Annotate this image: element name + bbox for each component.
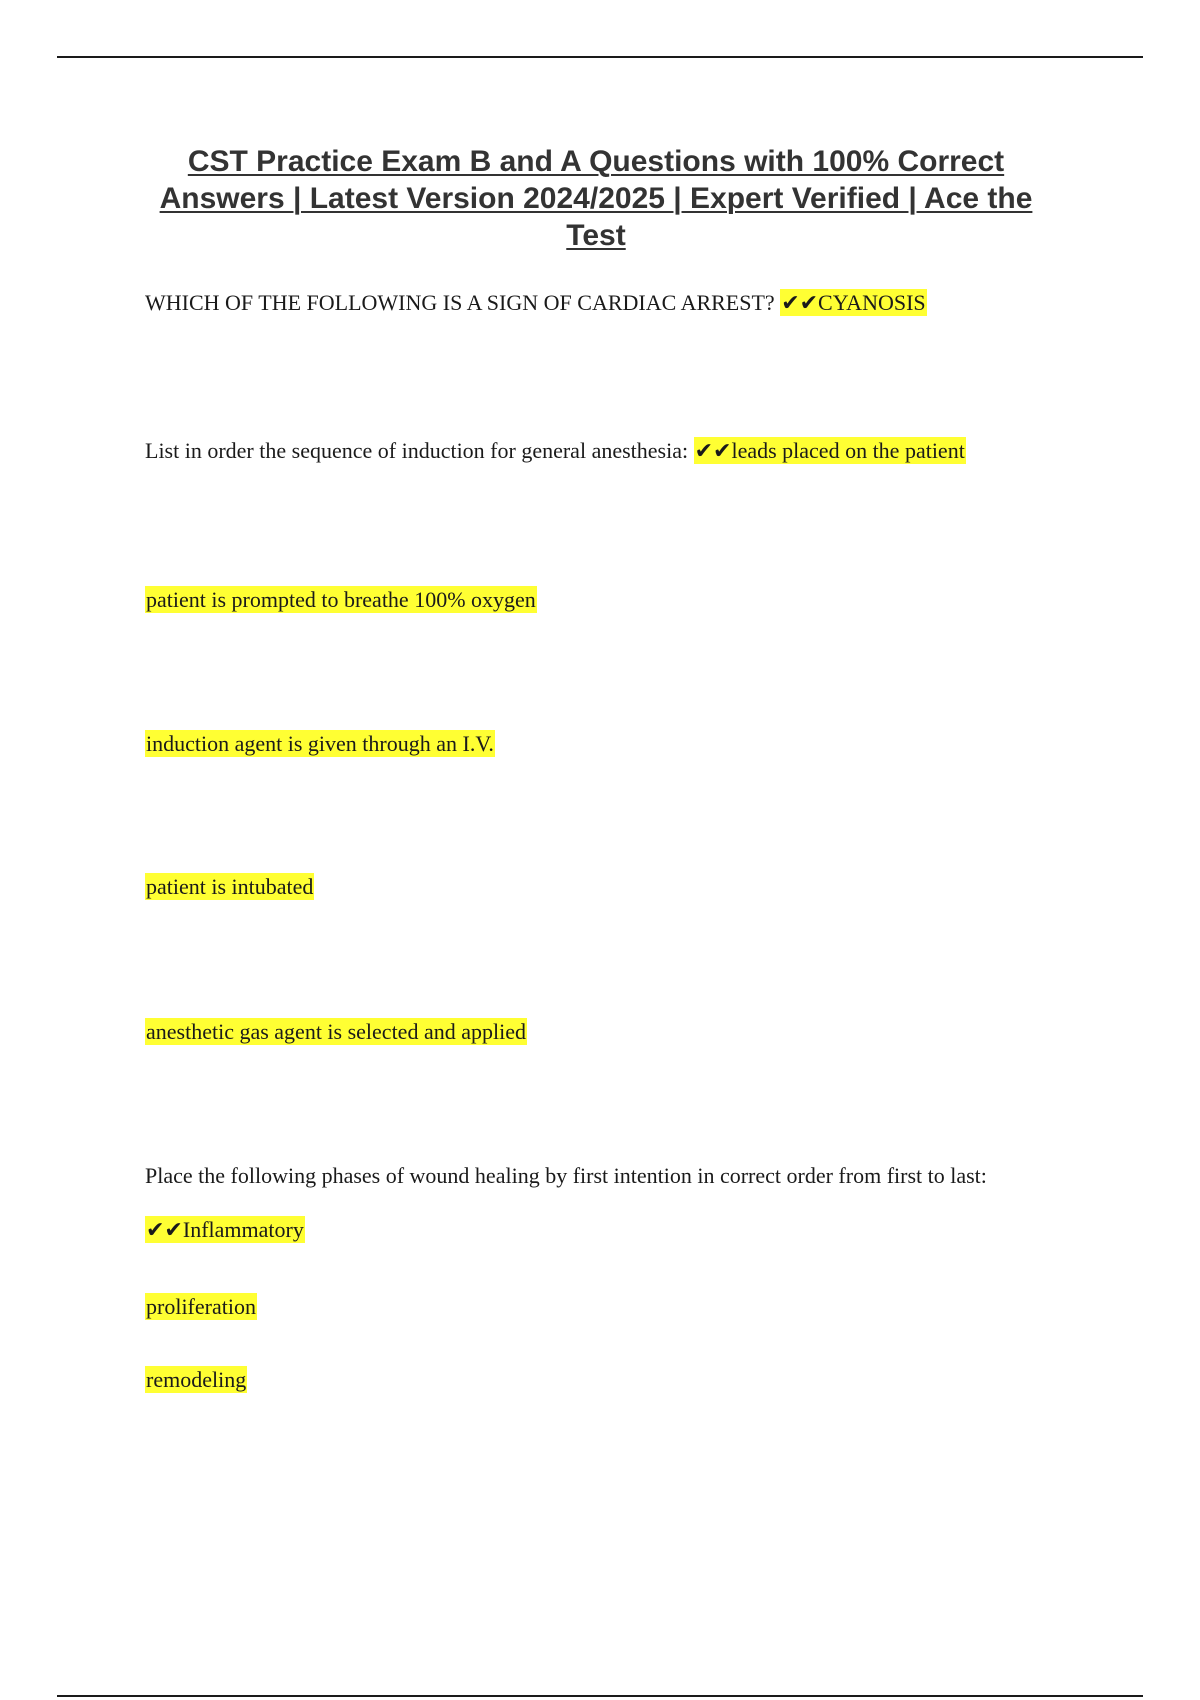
question-3-answer-line bbox=[145, 1293, 257, 1321]
question-2-answer-line bbox=[145, 586, 537, 614]
footer-rule bbox=[57, 1695, 1143, 1697]
question-2-answer-line bbox=[145, 1018, 527, 1046]
header-rule bbox=[57, 56, 1143, 58]
question-1 bbox=[145, 289, 927, 317]
question-3-answer-line bbox=[145, 1366, 247, 1394]
answer-line-text: patient is prompted to breathe 100% oxygen bbox=[146, 587, 536, 612]
answer-line-text: patient is intubated bbox=[146, 874, 314, 899]
question-2-answer-line bbox=[145, 873, 314, 901]
document-title: CST Practice Exam B and A Questions with 100% Correct Answers | Latest Version 2024/2025 | Expert Verified | Ace the Test bbox=[159, 145, 1033, 252]
answer-line-text: remodeling bbox=[146, 1367, 247, 1392]
question-2-text: List in order the sequence of induction for general anesthesia: bbox=[145, 438, 689, 463]
answer-line-text: anesthetic gas agent is selected and applied bbox=[146, 1019, 526, 1044]
answer-line-text: induction agent is given through an I.V. bbox=[146, 731, 494, 756]
question-1-text: WHICH OF THE FOLLOWING IS A SIGN OF CARDIAC ARREST? bbox=[145, 290, 775, 315]
question-2-answer-line bbox=[145, 730, 495, 758]
question-2 bbox=[145, 437, 966, 465]
question-1-answer: ✔✔CYANOSIS bbox=[781, 290, 926, 315]
question-3 bbox=[145, 1162, 987, 1190]
answer-line-text: ✔✔Inflammatory bbox=[146, 1217, 304, 1242]
question-2-answer: ✔✔leads placed on the patient bbox=[694, 438, 965, 463]
question-3-text: Place the following phases of wound healing by first intention in correct order from first to last: bbox=[145, 1163, 987, 1188]
answer-line-text: proliferation bbox=[146, 1294, 256, 1319]
question-3-answer-line bbox=[145, 1216, 305, 1244]
